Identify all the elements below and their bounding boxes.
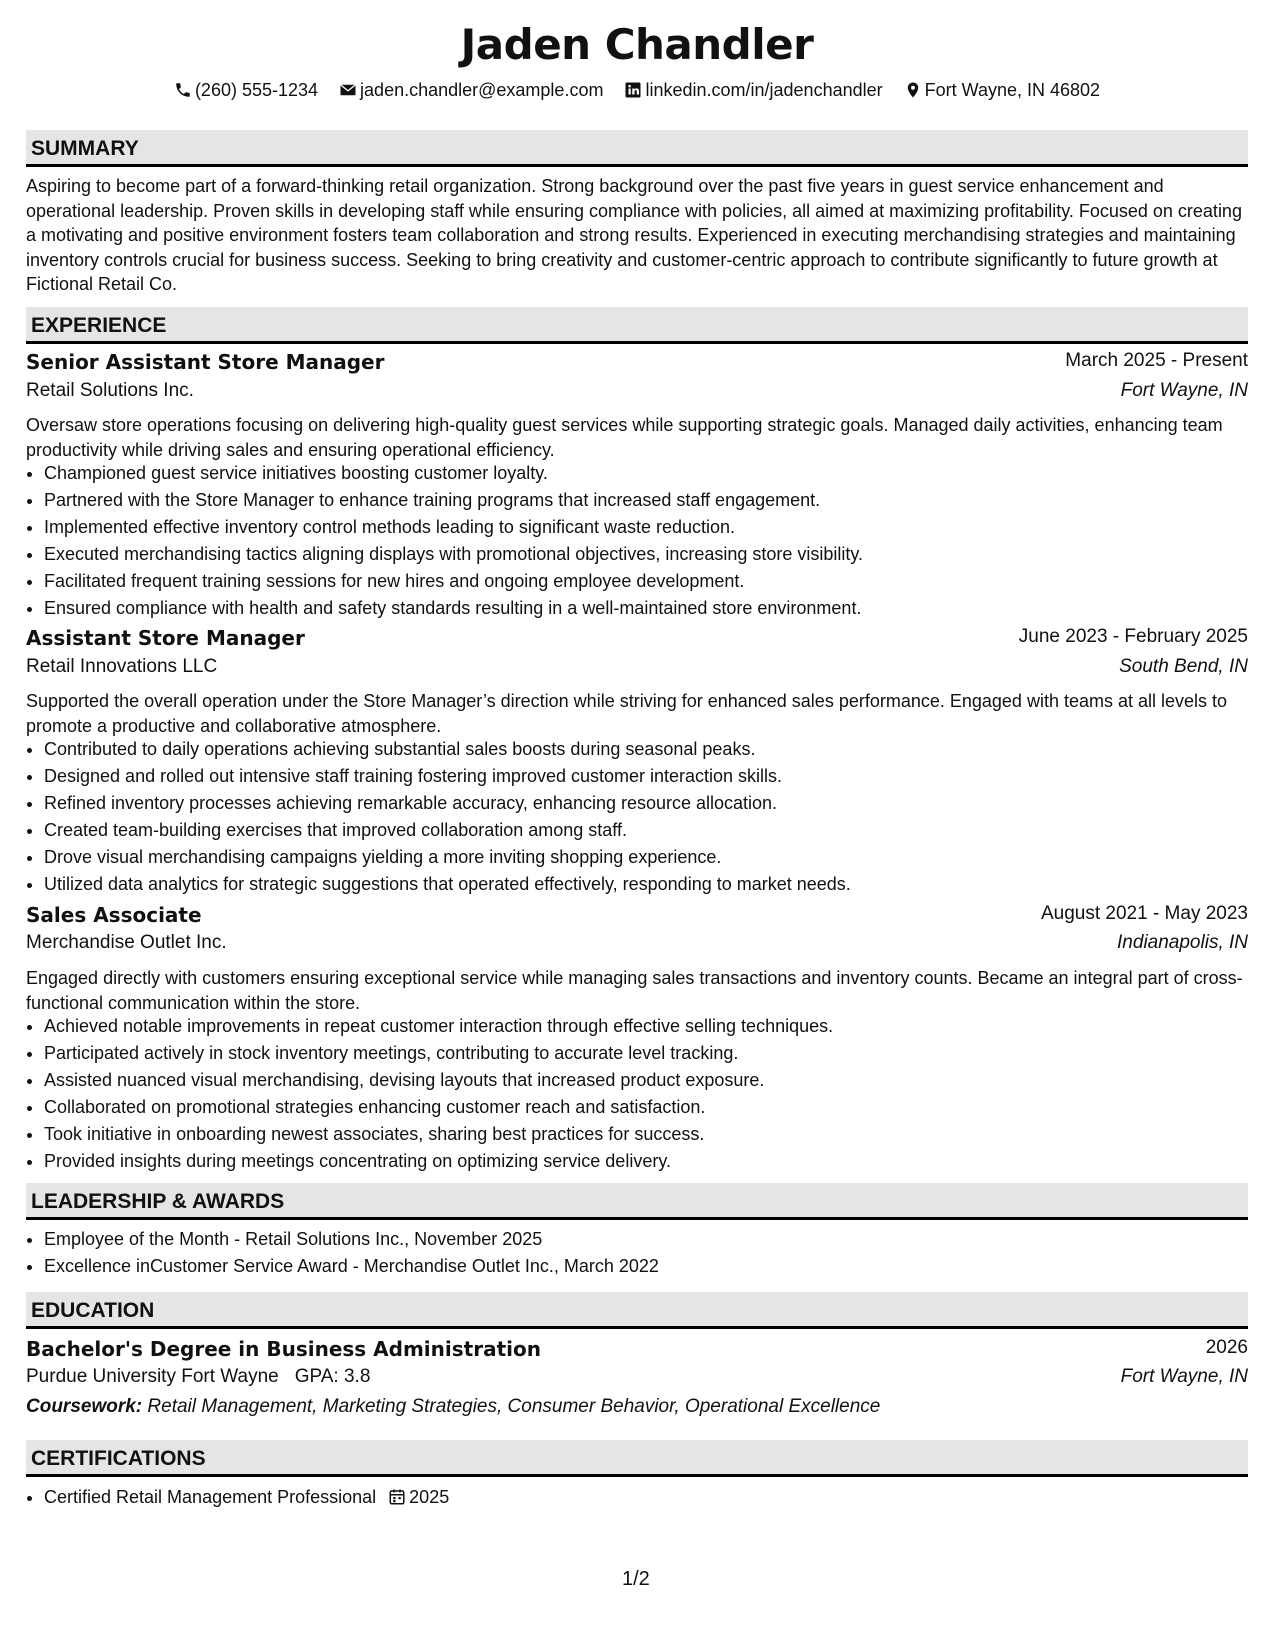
list-item: • Employee of the Month - Retail Solutions Inc., November 2025 (44, 1227, 1248, 1254)
candidate-name: Jaden Chandler (460, 20, 814, 69)
email-link[interactable]: jaden.chandler@example.com (360, 80, 604, 100)
contact-email[interactable] (339, 80, 603, 101)
coursework-list: Retail Management, Marketing Strategies, Consumer Behavior, Operational Excellence (147, 1396, 881, 1417)
education-heading: EDUCATION (26, 1292, 1248, 1329)
job-location: Fort Wayne, IN (1120, 380, 1248, 401)
job-subheader (26, 380, 1248, 408)
awards-heading: LEADERSHIP & AWARDS (26, 1183, 1248, 1220)
list-item: • Participated actively in stock inventory meetings, contributing to accurate level tracking. (44, 1041, 1248, 1068)
page-number: 1/2 (622, 1568, 650, 1590)
list-item: • Championed guest service initiatives boosting customer loyalty. (44, 461, 1248, 488)
contact-linkedin[interactable] (624, 80, 882, 101)
linkedin-link[interactable]: linkedin.com/in/jadenchandler (645, 80, 883, 100)
summary-text: Aspiring to become part of a forward-thinking retail organization. Strong background over the past five years in guest service enhancement and operational leadership. Proven skills in developing staff while ensuring compliance with policies, all aimed at maximizing profitability. Focused on creating a motivating and positive environment fosters team collaboration and strong results. Experienced in executing merchandising strategies and maintaining inventory controls crucial for business success. Seeking to bring creativity and customer-centric approach to contribute significantly to future growth at Fictional Retail Co. (26, 176, 1242, 295)
job-description: Engaged directly with customers ensuring exceptional service while managing sales transactions and inventory counts. Became an integral part of cross-functional communication within the store. (26, 968, 1243, 1013)
job-header (26, 903, 1248, 931)
list-item: • Facilitated frequent training sessions for new hires and ongoing employee development. (44, 569, 1248, 596)
list-item: • Collaborated on promotional strategies enhancing customer reach and satisfaction. (44, 1095, 1248, 1122)
list-item: • Created team-building exercises that improved collaboration among staff. (44, 818, 1248, 845)
certifications-heading: CERTIFICATIONS (26, 1440, 1248, 1477)
gpa: GPA: 3.8 (294, 1366, 371, 1387)
certifications-list (26, 1485, 1248, 1512)
job-dates: June 2023 - February 2025 (1018, 626, 1248, 647)
list-item: • Partnered with the Store Manager to enhance training programs that increased staff engagement. (44, 488, 1248, 515)
school-info (26, 1366, 370, 1388)
education-header (26, 1337, 1248, 1365)
map-pin-icon (904, 80, 925, 100)
job-dates: March 2025 - Present (1065, 350, 1248, 371)
job-description: Oversaw store operations focusing on delivering high-quality guest services while supporting strategic goals. Managed daily activities, enhancing team productivity while driving sales and ensuring operational efficiency. (26, 415, 1223, 460)
contact-phone (174, 80, 318, 101)
job-header (26, 350, 1248, 378)
contact-bar (26, 80, 1248, 101)
summary-heading: SUMMARY (26, 130, 1248, 167)
coursework-label: Coursework: (26, 1396, 143, 1417)
list-item: • Excellence inCustomer Service Award - Merchandise Outlet Inc., March 2022 (44, 1254, 1248, 1281)
list-item: • Designed and rolled out intensive staff training fostering improved customer interaction skills. (44, 764, 1248, 791)
job-company: Retail Innovations LLC (26, 656, 218, 677)
list-item: • Assisted nuanced visual merchandising, devising layouts that increased product exposure. (44, 1068, 1248, 1095)
phone-icon (174, 80, 195, 100)
job-location: South Bend, IN (1119, 656, 1248, 677)
certification-name: Certified Retail Management Professional (44, 1487, 377, 1507)
job-bullets (26, 1014, 1248, 1176)
job-title: Senior Assistant Store Manager (26, 350, 385, 374)
degree: Bachelor's Degree in Business Administration (26, 1337, 541, 1361)
job-description: Supported the overall operation under the Store Manager’s direction while striving for enhanced sales performance. Engaged with teams at all levels to promote a productive and collaborative atmosphere. (26, 691, 1228, 736)
job-title: Assistant Store Manager (26, 626, 305, 650)
job-location: Indianapolis, IN (1117, 932, 1248, 953)
graduation-year: 2026 (1205, 1337, 1248, 1358)
coursework (26, 1396, 880, 1418)
calendar-icon (376, 1487, 409, 1507)
list-item: • Provided insights during meetings concentrating on optimizing service delivery. (44, 1149, 1248, 1176)
certification-year: 2025 (409, 1487, 450, 1507)
experience-heading: EXPERIENCE (26, 307, 1248, 344)
list-item (44, 1485, 1248, 1512)
list-item: • Implemented effective inventory control methods leading to significant waste reduction. (44, 515, 1248, 542)
job-title: Sales Associate (26, 903, 202, 927)
location-text: Fort Wayne, IN 46802 (924, 80, 1101, 100)
list-item: • Ensured compliance with health and safety standards resulting in a well-maintained store environment. (44, 596, 1248, 623)
list-item: • Achieved notable improvements in repeat customer interaction through effective selling techniques. (44, 1014, 1248, 1041)
linkedin-icon (624, 80, 645, 100)
job-bullets (26, 737, 1248, 899)
job-subheader (26, 932, 1248, 960)
school-name: Purdue University Fort Wayne (26, 1366, 279, 1387)
phone-text: (260) 555-1234 (194, 80, 319, 100)
job-bullets (26, 461, 1248, 623)
job-dates: August 2021 - May 2023 (1040, 903, 1248, 924)
job-company: Merchandise Outlet Inc. (26, 932, 227, 953)
job-company: Retail Solutions Inc. (26, 380, 194, 401)
contact-location (904, 80, 1100, 101)
list-item: • Refined inventory processes achieving remarkable accuracy, enhancing resource allocation. (44, 791, 1248, 818)
envelope-icon (339, 80, 360, 100)
awards-list (26, 1227, 1248, 1281)
list-item: • Utilized data analytics for strategic suggestions that operated effectively, responding to market needs. (44, 872, 1248, 899)
education-subheader (26, 1366, 1248, 1394)
list-item: • Took initiative in onboarding newest associates, sharing best practices for success. (44, 1122, 1248, 1149)
job-header (26, 626, 1248, 654)
job-subheader (26, 656, 1248, 684)
list-item: • Drove visual merchandising campaigns yielding a more inviting shopping experience. (44, 845, 1248, 872)
list-item: • Executed merchandising tactics aligning displays with promotional objectives, increasing store visibility. (44, 542, 1248, 569)
list-item: • Contributed to daily operations achieving substantial sales boosts during seasonal peaks. (44, 737, 1248, 764)
school-location: Fort Wayne, IN (1120, 1366, 1248, 1387)
